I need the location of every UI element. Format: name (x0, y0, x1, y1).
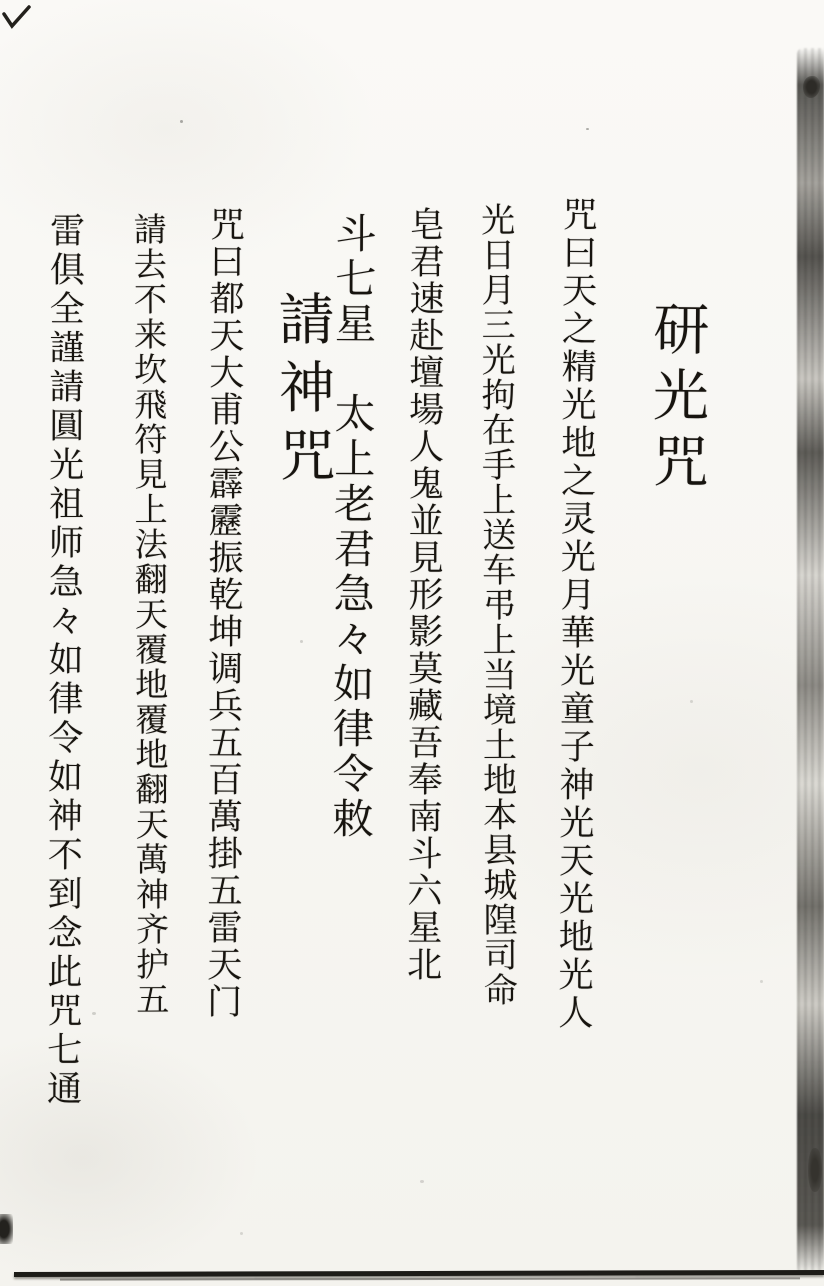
text-column: 咒曰都天大甫公霹靂振乾坤调兵五百萬掛五雷天门 (201, 205, 245, 1021)
dust-speck (420, 1180, 424, 1183)
text-column: 斗七星 太上老君急々如律令敕 (325, 211, 377, 843)
text-column: 光日月三光拘在手上送车弔上当境土地本县城隍司命 (474, 201, 518, 1008)
binding-edge-shadow (797, 48, 824, 1274)
ink-check-mark (2, 4, 32, 30)
dust-speck (586, 128, 589, 130)
section-title-yan-guang-zhou: 研光咒 (643, 299, 710, 499)
text-column: 雷俱全謹請圓光祖师急々如律令如神不到念此咒七通 (41, 211, 85, 1110)
dust-speck (300, 640, 303, 643)
ink-blot (808, 1148, 822, 1192)
dust-speck (92, 1012, 96, 1015)
page-bottom-edge (14, 1270, 824, 1277)
dust-speck (690, 700, 693, 703)
text-column: 咒曰天之精光地之灵光月華光童子神光天光地光人 (552, 195, 598, 1033)
page-bottom-edge-shadow (60, 1277, 800, 1280)
dust-speck (240, 1232, 243, 1235)
dust-speck (760, 980, 763, 983)
text-column: 請去不来坎飛符見上法翻天覆地覆地翻天萬神齐护五 (128, 211, 171, 1018)
ink-blot (0, 1214, 13, 1244)
text-column: 皂君速赴壇場人鬼並見形影莫藏吾奉南斗六星北 (401, 205, 445, 984)
dust-speck (180, 120, 183, 123)
section-heading-qing-shen-zhou: 請神咒 (269, 289, 336, 495)
